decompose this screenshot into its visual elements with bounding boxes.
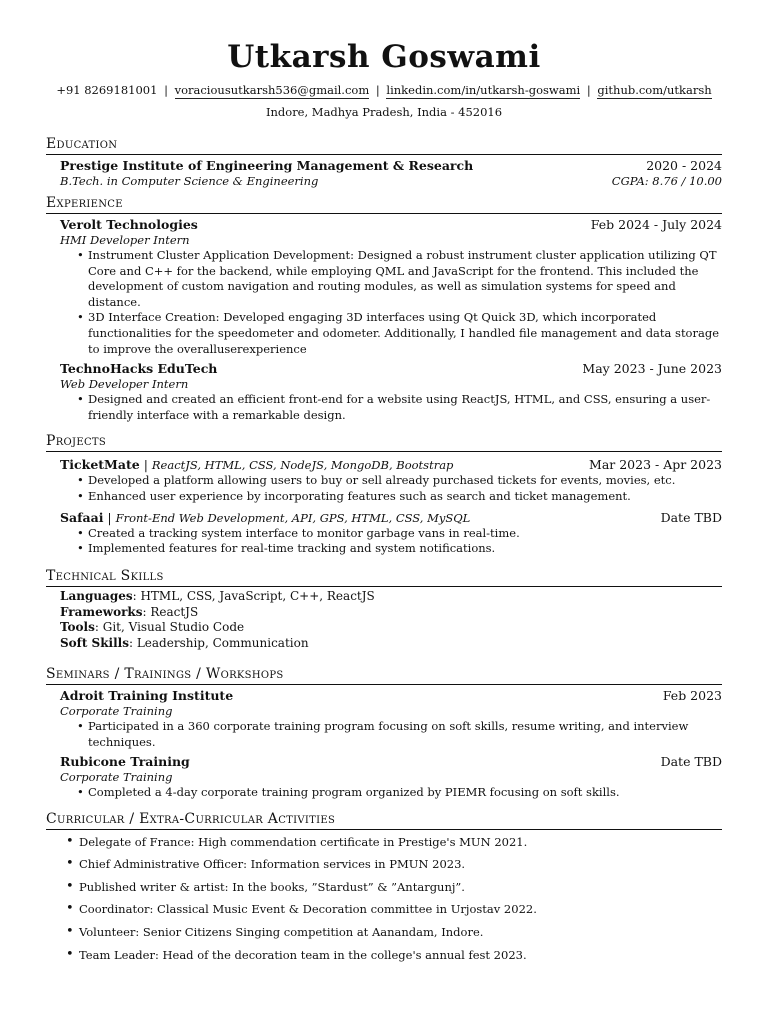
seminar-dates: Date TBD: [660, 754, 722, 770]
section-title-projects: Projects: [46, 433, 722, 452]
project-dates: Mar 2023 - Apr 2023: [589, 457, 722, 473]
seminar-bullet: • Completed a 4-day corporate training program organized by PIEMR focusing on soft skills.: [88, 785, 722, 801]
activity-item: • Delegate of France: High commendation certificate in Prestige's MUN 2021.: [79, 834, 722, 850]
project-bullet: • Developed a platform allowing users to buy or sell already purchased tickets for events, movies, etc.: [88, 473, 722, 489]
linkedin-link[interactable]: linkedin.com/in/utkarsh-goswami: [386, 83, 581, 97]
separator: |: [164, 83, 168, 97]
job-bullet: • Instrument Cluster Application Development: Designed a robust instrument cluster application utilizing QT Core and C++ for the backend, while employing QML and JavaScript for the frontend. This included the development of custom navigation and routing modules, as well as simulation systems for speed and distance.: [88, 248, 722, 310]
seminar-entry: [46, 688, 722, 750]
github-link[interactable]: github.com/utkarsh: [597, 83, 712, 97]
project-name: Safaai: [60, 509, 104, 525]
skills-list: [46, 589, 722, 652]
skill-label: Soft Skills: [60, 636, 129, 651]
job-entry: [46, 217, 722, 357]
project-stack: ReactJS, HTML, CSS, NodeJS, MongoDB, Bootstrap: [151, 458, 454, 473]
job-bullet: • 3D Interface Creation: Developed engaging 3D interfaces using Qt Quick 3D, which incorporated functionalities for the speedometer and odometer. Additionally, I handled file management and data storage to improve the overalluserexperience: [88, 310, 722, 357]
job-bullet: • Designed and created an efficient front-end for a website using ReactJS, HTML, and CSS, ensuring a user-friendly interface with a remarkable design.: [88, 392, 722, 423]
project-dates: Date TBD: [660, 509, 722, 525]
skill-row: [60, 620, 722, 636]
project-bullet: • Created a tracking system interface to monitor garbage vans in real-time.: [88, 526, 722, 542]
project-entry: Safaai | Front-End Web Development, API, GPS, HTML, CSS, MySQL Date TBD • Created a tracking system interface to monitor garbage vans in real-time. • Implemented features for real-time tracking and system notifications.: [46, 510, 722, 557]
experience-section: [46, 195, 722, 423]
contact-line: [46, 82, 722, 98]
skill-label: Tools: [60, 620, 95, 635]
seminar-bullet: • Participated in a 360 corporate training program focusing on soft skills, resume writing, and interview techniques.: [88, 719, 722, 750]
skill-label: Frameworks: [60, 604, 143, 619]
activity-item: • Published writer & artist: In the books, ”Stardust” & ”Antargunj”.: [79, 879, 722, 895]
project-bullet: • Implemented features for real-time tracking and system notifications.: [88, 541, 722, 557]
seminar-type: Corporate Training: [60, 770, 173, 785]
skill-value: : Leadership, Communication: [128, 636, 309, 651]
candidate-name: Utkarsh Goswami: [227, 39, 541, 75]
school-name: Prestige Institute of Engineering Management & Research: [60, 158, 474, 173]
skill-value: : ReactJS: [142, 604, 199, 619]
skill-value: : Git, Visual Studio Code: [94, 620, 245, 635]
degree: B.Tech. in Computer Science & Engineering: [60, 174, 319, 188]
phone-number: +91 8269181001: [56, 83, 158, 97]
seminars-section: [46, 666, 722, 801]
education-entry: [46, 158, 722, 188]
projects-section: [46, 433, 722, 556]
job-dates: Feb 2024 - July 2024: [590, 217, 722, 232]
education-dates: 2020 - 2024: [646, 158, 722, 173]
seminar-name: Rubicone Training: [60, 754, 190, 770]
project-stack: Front-End Web Development, API, GPS, HTML, CSS, MySQL: [115, 510, 471, 525]
section-title-education: Education: [46, 136, 722, 155]
section-title-seminars: Seminars / Trainings / Workshops: [46, 666, 722, 685]
separator: |: [375, 83, 380, 97]
skill-row: [60, 605, 722, 621]
activity-item: • Team Leader: Head of the decoration team in the college's annual fest 2023.: [79, 947, 722, 963]
separator: |: [586, 83, 591, 97]
section-title-experience: Experience: [46, 195, 722, 214]
job-role: HMI Developer Intern: [60, 233, 190, 247]
skill-label: Languages: [60, 588, 133, 603]
project-entry: TicketMate | ReactJS, HTML, CSS, NodeJS, MongoDB, Bootstrap Mar 2023 - Apr 2023 • Developed a platform allowing users to buy or sell already purchased tickets for events, movies, etc. • Enhanced user experience by incorporating features such as search and ticket management.: [46, 457, 722, 504]
skill-row: [60, 636, 722, 652]
activity-item: • Coordinator: Classical Music Event & Decoration committee in Urjostav 2022.: [79, 901, 722, 917]
activity-item: • Chief Administrative Officer: Information services in PMUN 2023.: [79, 856, 722, 872]
project-name: TicketMate: [60, 457, 140, 473]
seminar-entry: [46, 754, 722, 801]
section-title-skills: Technical Skills: [46, 568, 722, 587]
address: Indore, Madhya Pradesh, India - 452016: [265, 105, 503, 119]
education-section: [46, 136, 722, 188]
seminar-dates: Feb 2023: [662, 687, 722, 703]
email-link[interactable]: voraciousutkarsh536@gmail.com: [174, 83, 370, 97]
company-name: Verolt Technologies: [60, 217, 198, 232]
seminar-type: Corporate Training: [60, 703, 173, 718]
company-name: TechnoHacks EduTech: [60, 361, 218, 377]
skill-row: [60, 589, 722, 605]
activity-item: • Volunteer: Senior Citizens Singing competition at Aanandam, Indore.: [79, 924, 722, 940]
skill-value: : HTML, CSS, JavaScript, C++, ReactJS: [132, 588, 375, 603]
activities-section: [46, 811, 722, 963]
skills-section: [46, 568, 722, 652]
job-dates: May 2023 - June 2023: [582, 361, 722, 377]
job-entry: [46, 361, 722, 423]
resume-page: [46, 38, 722, 969]
seminar-name: Adroit Training Institute: [60, 687, 234, 703]
job-role: Web Developer Intern: [60, 377, 189, 392]
project-bullet: • Enhanced user experience by incorporating features such as search and ticket management.: [88, 489, 722, 505]
section-title-activities: Curricular / Extra-Curricular Activities: [46, 811, 722, 830]
cgpa: CGPA: 8.76 / 10.00: [611, 174, 722, 188]
